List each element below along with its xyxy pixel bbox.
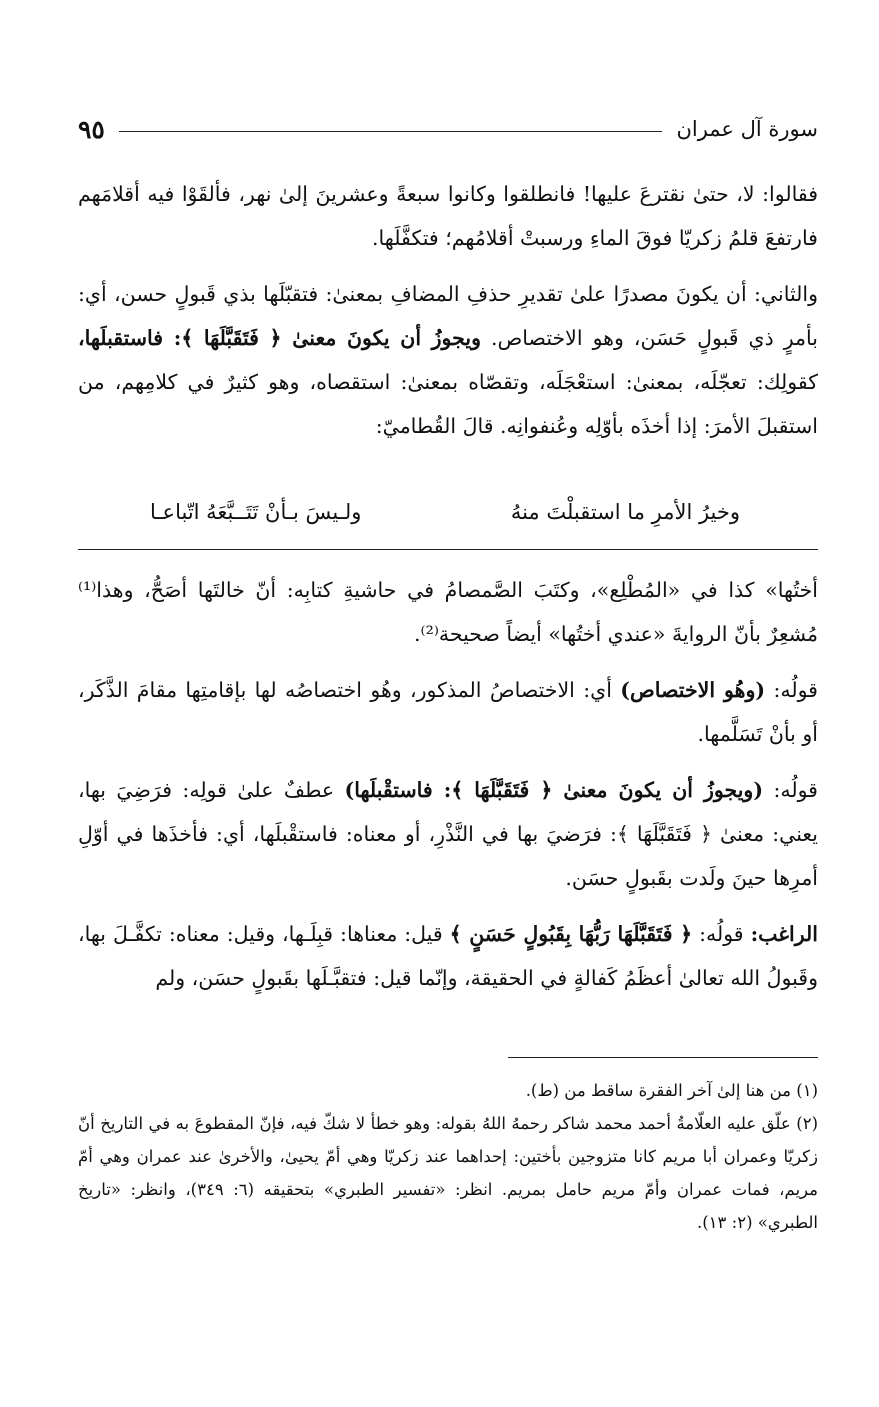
running-header — [78, 112, 818, 146]
page-number: ٩٥ — [78, 114, 105, 144]
footnote-1 — [78, 1074, 818, 1107]
commentary-paragraph-3 — [78, 768, 818, 900]
poem-hemistich-left: ولـيسَ بـأنْ تَتَــبَّعَهُ اتّباعـا — [150, 500, 362, 524]
commentary-paragraph-3-rest: عطفٌ علىٰ قولِه: فرَضِيَ بها، يعني: معنىٰ ﴿ فَتَقَبَّلَهَا ﴾: فرَضيَ بها في النَّذْرِ، أو معناه: فاستقْبلَها، أي: فأخذَها في أوّلِ أمرِها حينَ ولَدت بقَبولٍ حسَن. — [78, 778, 818, 890]
main-paragraph-2-c: كقولِك: تعجّلَه، بمعنىٰ: استعْجَلَه، وتقصّاه بمعنىٰ: استقصاه، وهو كثيرٌ في كلامِهم، من استقبلَ الأمرَ: إذا أخذَه بأوّلِه وعُنفوانِه. قالَ القُطاميّ: — [78, 370, 818, 438]
footnote-divider — [508, 1057, 818, 1058]
footnote-2-text: علّق عليه العلّامةُ أحمد محمد شاكر رحمهُ اللهُ بقوله: وهو خطأ لا شكّ فيه، فإنّ المقطوعَ به في التاريخ أنّ زكريّا وعمران أبا مريم كانا متزوجين بأختين: إحداهما عند زكريّا وهي أمّ يحيىٰ، والأخرىٰ عند عمران وهي أمّ مريم، فمات عمران وأمّ مريم حامل بمريم. انظر: «تفسير الطبري» بتحقيقه (٦: ٣٤٩)، وانظر: «تاريخ الطبري» (٢: ١٣). — [78, 1114, 818, 1232]
commentary-paragraph-4-verse: ﴿ فَتَقَبَّلَهَا رَبُّهَا بِقَبُولٍ حَسَنٍ ﴾ — [449, 922, 693, 946]
main-paragraph-2-b: ويجوزُ أن يكونَ معنىٰ ﴿ فَتَقَبَّلَهَا ﴾: فاستقبلَها، — [78, 326, 481, 350]
commentary-paragraph-3-lead: قولُه: — [773, 778, 818, 802]
commentary-paragraph-4-mid: قولُه: — [699, 922, 744, 946]
footnote-2-number: (٢) — [796, 1114, 818, 1133]
main-paragraph-1-text: فقالوا: لا، حتىٰ نقترعَ عليها! فانطلقوا وكانوا سبعةً وعشرينَ إلىٰ نهر، فألقَوْا فيه أقلامَهم فارتفعَ قلمُ زكريّا فوقَ الماءِ ورسبتْ أقلامُهم؛ فتكفَّلَها. — [78, 182, 818, 250]
commentary-text — [78, 568, 818, 1000]
main-paragraph-2-a: والثاني: أن يكونَ مصدرًا علىٰ تقديرِ حذفِ المضافِ بمعنىٰ: فتقبّلَها بذي قَبولٍ حسن، أي: بأمرٍ ذي قَبولٍ حَسَن، وهو الاختصاص. — [78, 282, 818, 350]
main-paragraph-2 — [78, 272, 818, 448]
main-paragraph-1 — [78, 172, 818, 260]
footnote-1-number: (١) — [796, 1081, 818, 1100]
commentary-paragraph-3-quote: (ويجوزُ أن يكونَ معنىٰ ﴿ فَتَقَبَّلَهَا ﴾: فاستقْبلَها) — [344, 778, 764, 802]
section-divider — [78, 549, 818, 550]
commentary-paragraph-4-rest: قيل: معناها: قبِلَـها، وقيل: معناه: تكفَّـلَ بها، وقَبولُ الله تعالىٰ أعظَمُ كَفالةٍ في الحقيقة، وإنّما قيل: فتقبَّـلَها بقَبولٍ حسَن، ولم — [78, 922, 818, 990]
footnotes — [78, 1074, 818, 1239]
poem-line — [150, 490, 740, 534]
commentary-paragraph-1-text: أختُها» كذا في «المُطْلِع»، وكتَبَ الصَّمصامُ في حاشيةِ كتابِه: أنّ خالتَها أصَحُّ، وهذا⁽¹⁾ مُشعِرٌ بأنّ الروايةَ «عندي أختُها» أيضاً صحيحة⁽²⁾. — [78, 578, 818, 646]
commentary-paragraph-2 — [78, 668, 818, 756]
footnote-2 — [78, 1107, 818, 1239]
poem-hemistich-right: وخيرُ الأمرِ ما استقبلْتَ منهُ — [510, 500, 740, 524]
commentary-paragraph-2-lead: قولُه: — [773, 678, 818, 702]
commentary-paragraph-4 — [78, 912, 818, 1000]
commentary-paragraph-2-rest: أي: الاختصاصُ المذكور، وهُو اختصاصُه لها بإقامتِها مقامَ الذَّكَر، أو بأنْ تَسَلَّمها. — [78, 678, 818, 746]
commentary-paragraph-1 — [78, 568, 818, 656]
footnote-1-text: من هنا إلىٰ آخر الفقرة ساقط من (ط). — [525, 1081, 791, 1100]
header-rule — [119, 131, 663, 132]
surah-title: سورة آل عمران — [676, 117, 818, 141]
commentary-paragraph-4-source: الراغب: — [750, 922, 818, 946]
main-text — [78, 172, 818, 448]
commentary-paragraph-2-quote: (وهُو الاختصاص) — [620, 678, 766, 702]
